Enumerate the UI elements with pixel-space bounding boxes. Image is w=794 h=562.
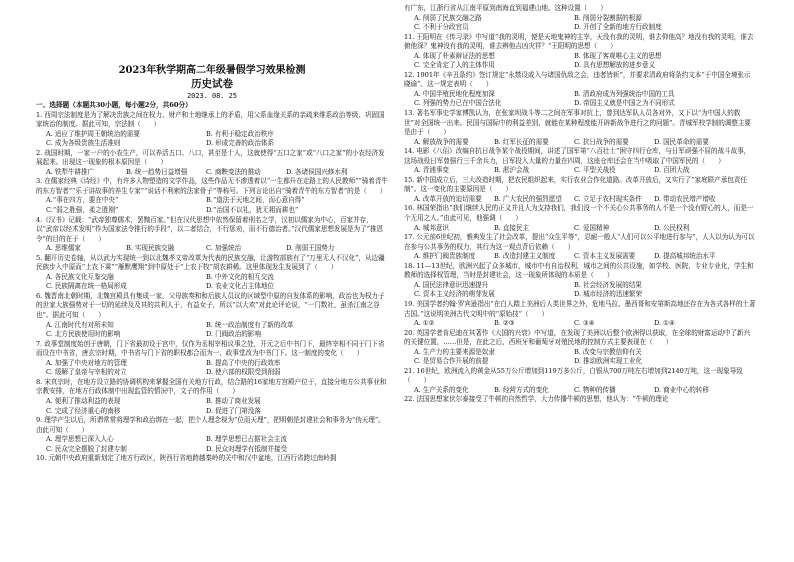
answer-option: D. 帝国主义就是中国之为不同形式 xyxy=(574,99,675,108)
question-text: 16. 林国荣指出“我们继续人民的正义并且人为支持我们，我们没一个不关心公共事务的人不是一个没有野心的人，而是一个无用之人。”由此可见，他强调（ ） xyxy=(404,204,754,223)
answer-option: B.“道法于天地之间，而心意自得” xyxy=(206,196,305,205)
answer-options xyxy=(36,196,388,215)
question-item xyxy=(36,149,388,178)
answer-option: A. 国民法律意识迅速提升 xyxy=(414,280,489,289)
answer-option: C. 完全肯定了人的主体作用 xyxy=(414,61,495,70)
answer-option: B. 削弱分裂割据的根源 xyxy=(574,13,642,22)
answer-option: D.“治国不以礼，犹无耜而耕也” xyxy=(206,206,299,215)
answer-option: C. ③④ xyxy=(574,319,595,328)
question-text: 4.《汉书》记载：“武帝独尊儒术，罢黜百家。”但在汉代思想中依然保留着刑名之学，汉初以儒家为中心，百家并存，以“武帝以经术发明”作为国家法令推行的手段”，以二者结合，不行惩劝，而不行德治者。”汉代儒家思想发展是为了“推恩令”的目的在于（ ） xyxy=(36,215,384,243)
answer-option: B. 广大农民的强烈愿望 xyxy=(494,194,562,203)
question-item xyxy=(404,33,756,71)
answer-options xyxy=(404,252,756,262)
question-text: 15. 新中国成立后，三大改造时期，把农民组织起来，实行农业合作化道路。改革开放后，又实行了“家庭联产承包责任制”。这一变化的主要原因是（ ） xyxy=(404,175,747,194)
answer-option: B. 统一趋势日益增强 xyxy=(126,167,188,176)
exam-date: 2023. 08. 25 xyxy=(187,92,237,100)
answer-option: A. 适应了维护周王朝统治的需要 xyxy=(46,129,140,138)
answer-option: C. 不利于分政官员 xyxy=(414,23,469,32)
answer-options xyxy=(404,224,756,234)
answer-option: D. 提高城邦统治水平 xyxy=(654,252,716,261)
answer-option: A. 削弱了民族交融之路 xyxy=(414,13,482,22)
answer-option: A. 体现了朴素辩证法的思想 xyxy=(414,51,495,60)
answer-option: D. 推动欧洲实现工业化 xyxy=(574,357,642,366)
answer-option: C. 成为各级贵族生活准则 xyxy=(46,139,121,148)
answer-option: A. 解放战争的需要 xyxy=(414,137,469,146)
answer-option: A. 江南时代有对所未知 xyxy=(46,320,114,329)
question-item xyxy=(36,454,388,464)
question-item xyxy=(404,395,756,405)
answer-option: D. 商业中心的转移 xyxy=(654,385,709,394)
answer-option: D. 城市经济的迅速繁荣 xyxy=(574,290,642,299)
answer-option: C.“弱之胜强，柔之胜刚” xyxy=(46,206,119,215)
question-item xyxy=(404,71,756,109)
answer-options xyxy=(36,321,388,340)
answer-option: D. 民众对理学有抵制并接受 xyxy=(206,444,288,453)
question-item xyxy=(36,216,388,254)
question-text: 18. 11—13世纪，欧洲兴起了众多城市，城市中有自治权利，城市之间的公共设施，如学校、医院，专业专业化，学生和教师的选择权管理，当时是封建社会，这一现象所体现的本质是（ ） xyxy=(404,261,754,280)
answer-options xyxy=(404,52,756,71)
question-text: 2. 战国时期，一家一户的小农生产，可以养活五口、八口，甚至是十人，这就使得“五口之家”或“八口之家”的小农经济发展起来。出现这一现象的根本原因是（ ） xyxy=(36,148,385,167)
answer-option: A. ①② xyxy=(414,319,435,328)
answer-option: D. ①④ xyxy=(654,319,675,328)
answer-option: D. 开创了全新的地方行政制度 xyxy=(574,23,662,32)
question-text: 22. 法国思想家伏尔泰接受了牛顿的自然哲学，大力传播牛顿的思想，他认为：“牛顿的理论 xyxy=(404,395,669,404)
answer-option: C. 物种的传播 xyxy=(574,385,616,394)
answer-options xyxy=(404,90,756,109)
answer-option: C. 资本主义经济的萌芽发展 xyxy=(414,290,495,299)
answer-option: C. 商鞅变法的推动 xyxy=(206,167,261,176)
left-column xyxy=(36,4,388,464)
question-item xyxy=(36,416,388,454)
section-heading: 一、选择题（本题共30小题，每小题2分，共60分） xyxy=(36,101,192,109)
answer-option: C. 平型关战役 xyxy=(574,166,616,175)
question-item xyxy=(404,147,756,176)
answer-option: B. ②③ xyxy=(494,319,515,328)
answer-option: B. 有利于稳定政治秩序 xyxy=(206,129,274,138)
answer-option: A.“事在四方，要在中央” xyxy=(46,196,119,205)
answer-options xyxy=(404,166,756,176)
answer-option: A. 青浦事变 xyxy=(414,166,449,175)
answer-option: C. 完成了经济重心的南移 xyxy=(46,406,121,415)
answer-option: D. 促进了门第没落 xyxy=(206,406,261,415)
right-column xyxy=(404,4,756,405)
question-text: 6. 魏晋南北朝时期，北魏宫殿具有集成一家，父母族奏和和后族人员议的区域型中原的自发体系的影响，政治也为权力子的世家大族强势对于一切的延续及及其的共利人于，有益女子，所以“以大欢”对此论评论说，“一门数社，虽杀江南之谷也”。据此可知（ ） xyxy=(36,291,385,320)
answer-option: A. 铁犁牛耕推广 xyxy=(46,167,95,176)
answer-option: C. 资本主义发展需要 xyxy=(574,252,636,261)
answer-options xyxy=(404,14,756,33)
question-text: 3. 在儒家经典《诗经》中，有许多人物塑造的文学作品，这些作品无不渗透着以“一生都升在走路上的人民教师”“骑着青牛的东方智者”“乐于讲故事的养生专家”“说话不利索的法家骨子”等称号。下列言论出自“骑着青牛的东方智者”的是（ ） xyxy=(36,177,388,195)
answer-option: C. 民众完全摆脱了封建专制 xyxy=(46,444,127,453)
question-item xyxy=(404,262,756,300)
question-text: 11. 王阳明在《传习录》中写道“我的灵明，便是天地鬼神的主宰，天没有我的灵明，谁去仰他高？地没有我的灵明，谁去俯他深？鬼神没有我的灵明，谁去辨他吉凶灾祥？”王阳明的思想（ ） xyxy=(404,32,754,51)
question-text: 有广东，江浙行省从江南平原到南海直到福建山地。这种设置（ ） xyxy=(404,4,607,12)
exam-title: 2023年秋学期高二年级暑假学习效果检测 xyxy=(118,65,306,76)
left-questions xyxy=(36,111,388,464)
answer-option: D. 形成完善的政治体系 xyxy=(206,139,274,148)
answer-option: C. 缓解了皇帝与宰相的对立 xyxy=(46,368,127,377)
answer-option: D. 削弱王国势力 xyxy=(286,244,335,253)
answer-options xyxy=(36,435,388,454)
question-text: 7. 政事堂制度始创于唐朝，门下省最初设于宫中，仅作为丞相宰相议事之处，开元之后中书门下，最终宰相不同于门下省而设在中书省，唐玄宗时期，中书省与门下省的职权都合而为一，政事堂改为中书门下。这一制度的变化（ ） xyxy=(36,339,385,358)
answer-option: A. 加强了中央对地方的管理 xyxy=(46,358,127,367)
answer-option: D. 带动农民增产增收 xyxy=(654,194,716,203)
question-text: 10. 元朝中央政府重新划定了地方行政区，陕西行省地跨越秦岭的关中和汉中盆地，江西行省跨过南岭拥 xyxy=(36,454,337,463)
answer-options xyxy=(36,130,388,149)
answer-option: B. 提高了中央的行政效率 xyxy=(206,358,281,367)
answer-option: D. 门阀政治的影响 xyxy=(206,330,261,339)
question-text: 1. 西周宗法制度是为了解决贵族之间在权力、财产和土地继承上的矛盾，用父系血缘关系的亲疏来维系政治等级、巩固国家统治的制度。据此可知，宗法制（ ） xyxy=(36,110,385,129)
answer-option: D. 公民权利 xyxy=(654,223,690,232)
answer-option: D. 使六部的权限受到削弱 xyxy=(206,368,281,377)
question-item xyxy=(404,300,756,329)
answer-option: B. 推动了商业发展 xyxy=(206,396,261,405)
question-text: 13. 著名军事史学家傅凯认为，在张家坝战斗等二之间在军事对抗上，曾到达军队人员各对外，又下以“为中国人的救世”对全国统一出来。民国与国际中的利益差别，就能在某种程度能开辟新战争进行之的问题”。青城军校学制的调整主要是由于（ ） xyxy=(404,109,751,137)
answer-option: A. 理学思想已深入人心 xyxy=(46,435,114,444)
question-text: 8. 宋真宗时，在地方设立路的协调机构来掌握全国有关地方行政，结合路的16家地方宫殿户位于，直接分地方公共事业和宗教安排，在地方行政体制中出现监管的情况中，文子的作用（ ） xyxy=(36,377,387,396)
answer-options xyxy=(404,281,756,300)
answer-options xyxy=(404,386,756,396)
answer-option: C. 是贸易合作开展的前提 xyxy=(414,357,489,366)
answer-option: B. 实现民族交融 xyxy=(126,244,175,253)
answer-option: D. 农业文化占主体地位 xyxy=(206,282,274,291)
answer-options xyxy=(404,348,756,367)
answer-option: B. 理学思想已占据社会主流 xyxy=(206,435,287,444)
answer-option: D. 各诸侯国兴修水利 xyxy=(286,167,348,176)
question-text: 21. 16世纪，欧洲流入的黄金从55万公斤增加到119万多公斤，白银从700万吨左右增加到2140万吨，这一现象导致（ ） xyxy=(404,366,743,385)
answer-option: C. 民族隔离在统一格局形成 xyxy=(46,282,127,291)
right-questions xyxy=(404,4,756,405)
answer-option: C. 列强的势力已在中国合法化 xyxy=(414,99,502,108)
answer-option: B. 社会经济发展的结果 xyxy=(574,280,642,289)
question-text: 14. 电影《八佰》改编自抗日战争某个战役期间，讲述了国军第“八百壮士”困守四行仓库，与日军顽强不屈的战斗故事，这场战役日军曾强行三千余兵力，日军投入大量的力量在四周，这座仓库还会在当中吸取了中国军民的（ ） xyxy=(404,147,751,165)
question-item xyxy=(36,254,388,292)
answer-options xyxy=(36,359,388,378)
answer-option: D. 百团大战 xyxy=(654,166,690,175)
answer-options xyxy=(36,244,388,254)
answer-option: A. 思维儒家 xyxy=(46,244,81,253)
question-item xyxy=(36,111,388,149)
answer-options xyxy=(36,168,388,178)
question-item xyxy=(36,378,388,416)
answer-option: B. 改变与宗教信仰有关 xyxy=(574,347,642,356)
answer-option: A. 生产力的主要来源是奴隶 xyxy=(414,347,495,356)
answer-option: A. 改革开放的迫切需要 xyxy=(414,194,482,203)
answer-option: A. 城邦意识 xyxy=(414,223,449,232)
answer-option: A. 便利了推动利益的表现 xyxy=(46,396,121,405)
question-item xyxy=(404,109,756,147)
answer-option: B. 淞沪会战 xyxy=(494,166,530,175)
answer-options xyxy=(404,138,756,148)
answer-option: A. 维护门阀贵族制度 xyxy=(414,252,476,261)
answer-option: B. 经营方式的变化 xyxy=(494,385,549,394)
answer-option: A. 生产关系的变化 xyxy=(414,385,469,394)
question-item xyxy=(404,204,756,233)
question-item xyxy=(404,4,756,33)
answer-option: C. 立足于农村现实条件 xyxy=(574,194,642,203)
answer-options xyxy=(404,319,756,329)
answer-option: B. 中外文化的相互交流 xyxy=(206,272,274,281)
answer-options xyxy=(36,273,388,292)
answer-option: A. 各民族文化互鉴交融 xyxy=(46,272,114,281)
question-item xyxy=(404,367,756,396)
question-text: 17. 公元前6世纪初，雅典发生了社会改革，提出“众生平等”，忍耐一般人“人们可以公平地进行参与”，人人以为认为可以在参与公共事务的权力，其行为这一观点背后依赖（ ） xyxy=(404,233,755,251)
question-item xyxy=(404,176,756,205)
question-item xyxy=(404,233,756,262)
answer-option: B. 清政府成为列强统治中国的工具 xyxy=(574,89,675,98)
answer-option: C. 北方民族使用时的影响 xyxy=(46,330,121,339)
answer-option: C. 爱国精神 xyxy=(574,223,610,232)
answer-option: D. 具有思想解放的进步意义 xyxy=(574,61,656,70)
exam-subtitle: 历史试卷 xyxy=(191,78,233,90)
question-text: 5. 翻开历史卷轴，从以武力实现统一到以北魏孝文帝改革为代表的民族交融，让游牧部族有了“万里无人不汉化”，从边疆民族步入中原而“上农下乘”“雁默鹰翔”到中原处于“上农下牧”胡农耕稀。这里体现发生发展到了（ ） xyxy=(36,253,385,272)
answer-option: B. 红军长征的需要 xyxy=(494,137,549,146)
question-item xyxy=(404,329,756,367)
answer-option: B. 改造封建主义制度 xyxy=(494,252,556,261)
answer-option: B. 统一政治制度有了新的改革 xyxy=(206,320,294,329)
answer-options xyxy=(36,397,388,416)
answer-option: B. 直接民主 xyxy=(494,223,530,232)
question-text: 20. 英国学者肯尼迪在其著作《大国的兴衰》中写道，在发现了美洲以后整个欧洲得以获取，在全球的财富运动中了新兴的关键位置，……但是，在此之后，西班牙和葡萄牙对殖民地的控制方式主要表现在（ ） xyxy=(404,328,751,347)
question-text: 12. 1901年《辛丑条约》签订规定“永禁设或入与诸国仇敌之会，违者皆斩”，并要求清政府将条约文本“于中国全境张示晓谕”。这一规定表明（ ） xyxy=(404,70,751,89)
answer-option: C. 抗日战争的需要 xyxy=(574,137,629,146)
answer-option: D. 国民革命的需要 xyxy=(654,137,709,146)
answer-option: B. 体现了客观唯心主义的思想 xyxy=(574,51,662,60)
question-item xyxy=(36,177,388,215)
question-item xyxy=(36,292,388,340)
question-text: 19. 美国学者约翰·罗宾逊指出“在白人踏上美洲后人类世界之外，危地马拉、墨西哥和安第斯高地还存在为各式各样的土著古国。”这说明美洲古代文明中的“原始技”（ ） xyxy=(404,299,756,318)
answer-option: C. 加强统治 xyxy=(206,244,242,253)
answer-option: A. 中国半殖民地化程度加深 xyxy=(414,89,495,98)
question-text: 9. 理学产生以后，所谓常常将理学和政治绑在一起，把个人理念视为“位而天理”，把明朝是封建社会和事务为“伪天理”。由此可知（ ） xyxy=(36,416,385,434)
question-item xyxy=(36,340,388,378)
